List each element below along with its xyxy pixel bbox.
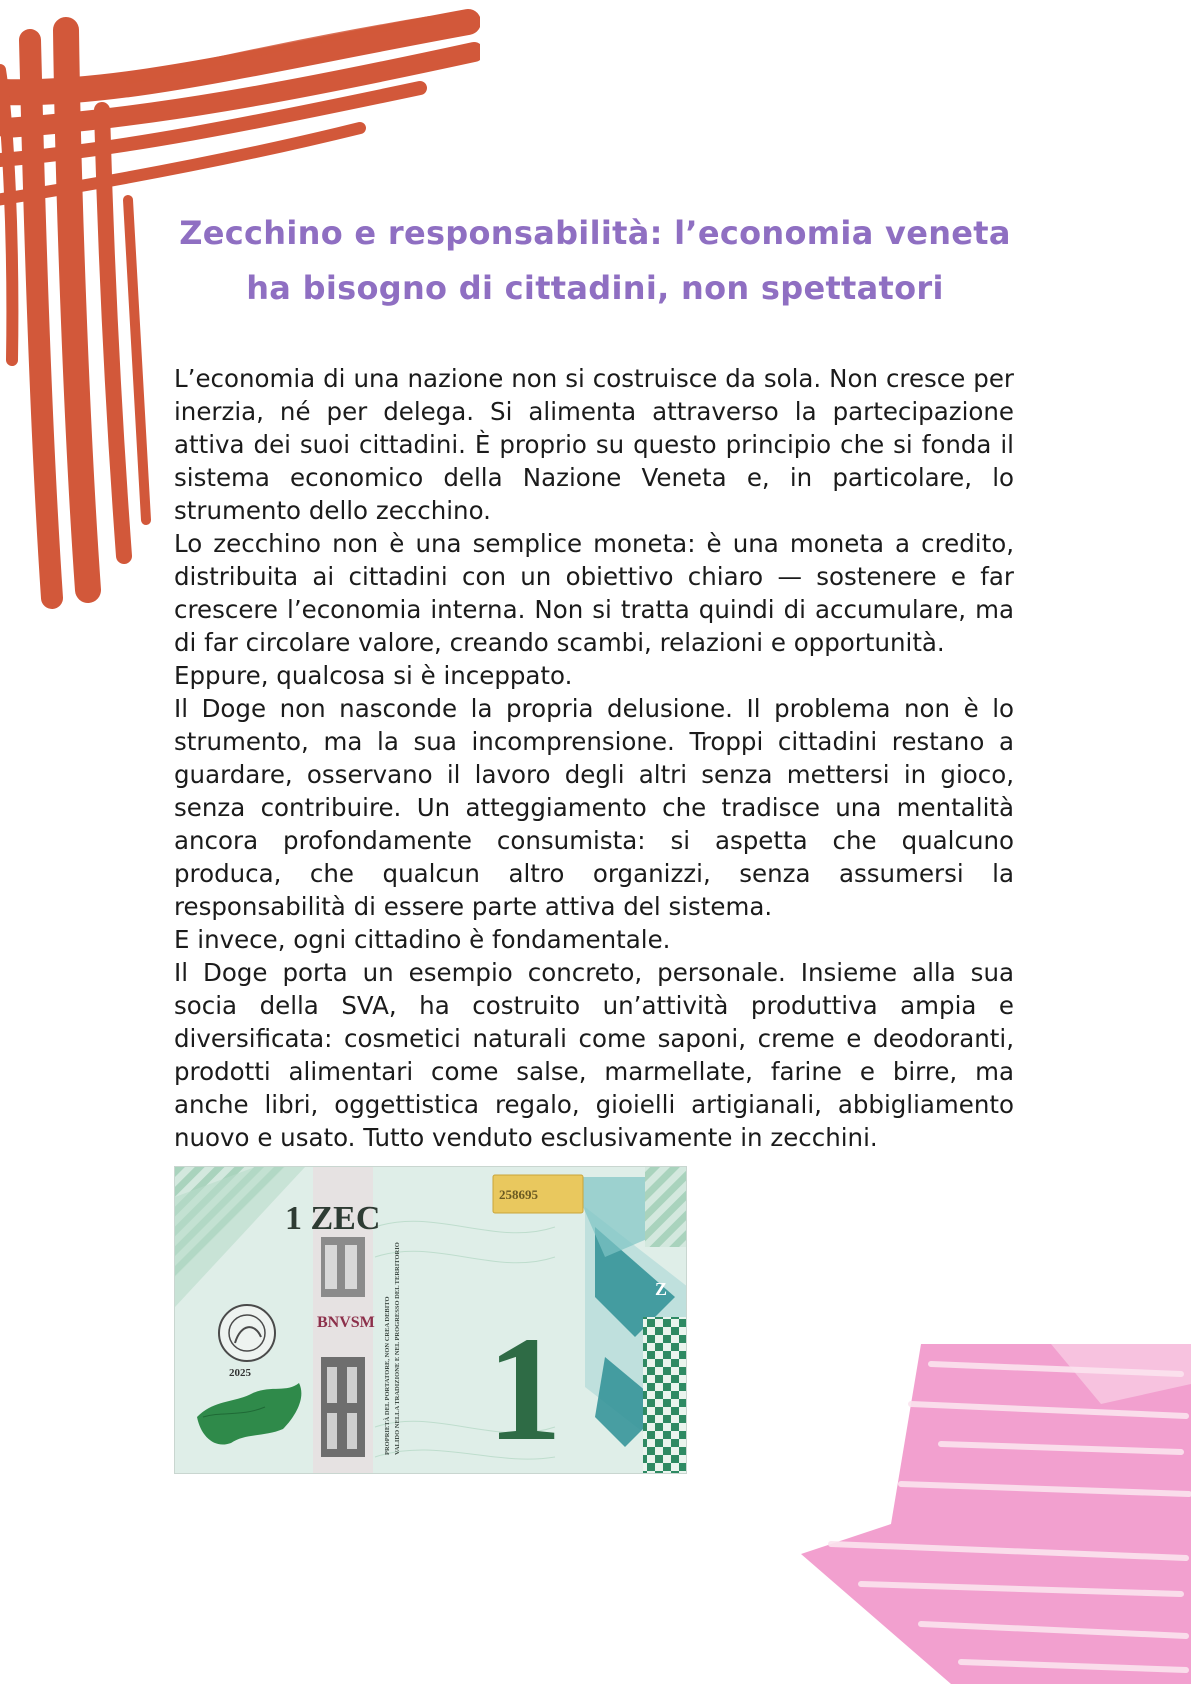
banknote-side-letter: Z [655,1279,668,1299]
banknote-denomination-label: 1 ZEC [285,1200,381,1237]
banknote-vertical-text: PROPRIETÀ DEL PORTATORE, NON CREA DEBITO [384,1296,391,1455]
banknote-photo [174,1166,687,1474]
article-paragraph: Il Doge porta un esempio concreto, personale. Insieme alla sua socia della SVA, ha costruito un’attività produttiva ampia e diversificata: cosmetici naturali come saponi, creme e deodoranti, prodotti alimentari come salse, marmellate, farine e birre, ma anche libri, oggettistica regalo, gioielli artigianali, abbigliamento nuovo e usato. Tutto venduto esclusivamente in zecchini. [174,958,1014,1152]
article-paragraph: Il Doge non nasconde la propria delusione. Il problema non è lo strumento, ma la sua incomprensione. Troppi cittadini restano a guardare, osservano il lavoro degli altri senza mettersi in gioco, senza contribuire. Un atteggiamento che tradisce una mentalità ancora profondamente consumista: si aspetta che qualcuno produca, che qualcun altro organizzi, senza assumersi la responsabilità di essere parte attiva del sistema. [174,694,1014,921]
banknote-issuer: BNVSM [317,1314,375,1331]
article-title: Zecchino e responsabilità: l’economia veneta ha bisogno di cittadini, non spettatori [179,214,1011,307]
article-paragraph: L’economia di una nazione non si costruisce da sola. Non cresce per inerzia, né per delega. Si alimenta attraverso la partecipazione attiva dei suoi cittadini. È proprio su questo principio che si fonda il sistema economico della Nazione Veneta e, in particolare, lo strumento dello zecchino. [174,364,1014,525]
article-paragraph: Eppure, qualcosa si è inceppato. [174,661,573,690]
banknote-year: 2025 [229,1367,251,1379]
banknote-vertical-text: VALIDO NELLA TRADIZIONE E NEL PROGRESSO DEL TERRITORIO [394,1242,401,1455]
pink-brush-decoration [801,1344,1191,1684]
article-paragraph: E invece, ogni cittadino è fondamentale. [174,925,671,954]
banknote-serial: 258695 [499,1187,538,1202]
article-body [174,362,1014,1154]
banknote-big-numeral: 1 [487,1306,562,1472]
article-paragraph: Lo zecchino non è una semplice moneta: è una moneta a credito, distribuita ai cittadini con un obiettivo chiaro — sostenere e far crescere l’economia interna. Non si tratta quindi di accumulare, ma di far circolare valore, creando scambi, relazioni e opportunità. [174,529,1014,657]
banknote-illustration [175,1167,687,1474]
